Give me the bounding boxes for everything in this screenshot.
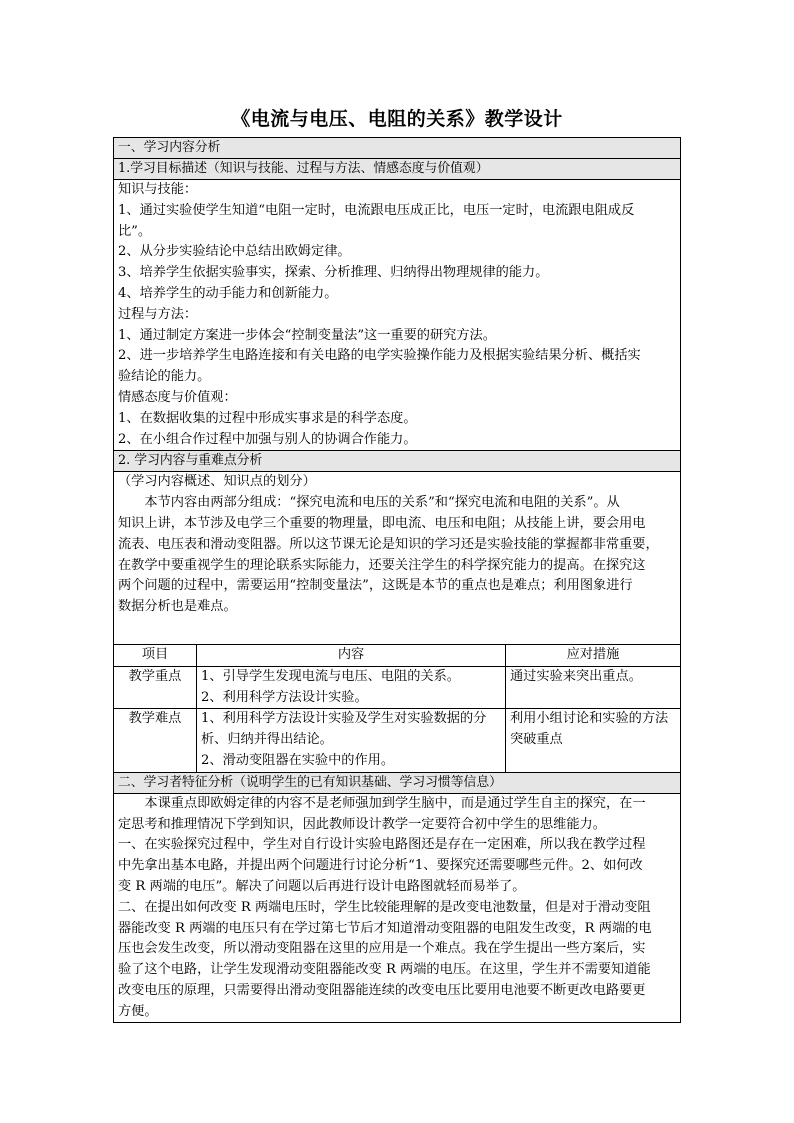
key-points-body [114, 472, 680, 644]
row-item: 教学难点 [114, 709, 197, 772]
subsection-header-key-points: 2. 学习内容与重难点分析 [114, 450, 680, 472]
text-line: 定思考和推理情况下学到知识，因此教师设计教学一定要符合初中学生的思维能力。 [118, 816, 606, 832]
lesson-plan-table [113, 137, 681, 1023]
text-line: 2、利用科学方法设计实验。 [201, 689, 368, 705]
text-line: 比”。 [118, 223, 152, 239]
text-line: 2、在小组合作过程中加强与别人的协调合作能力。 [118, 431, 417, 447]
text-line: 两个问题的过程中，需要运用“控制变量法”，这既是本节的重点也是难点；利用图象进行 [118, 578, 633, 594]
text-line: 1、通过实验使学生知道“电阻一定时，电流跟电压成正比，电压一定时，电流跟电阻成反 [118, 202, 635, 218]
text-line: 知识上讲，本节涉及电学三个重要的物理量，即电流、电压和电阻；从技能上讲，要会用电 [118, 515, 646, 531]
text-line: 中先拿出基本电路，并提出两个问题进行讨论分析“1、要探究还需要哪些元件。2、如何改 [118, 858, 643, 874]
text-line: 验结论的能力。 [118, 369, 211, 385]
text-line: 1、引导学生发现电流与电压、电阻的关系。 [201, 668, 460, 684]
text-line: 过程与方法： [118, 306, 198, 322]
table-row [114, 709, 680, 772]
text-line: 改变电压的原理，只需要得出滑动变阻器能连续的改变电压比要用电池要不断更改电路要更 [118, 982, 646, 998]
objectives-body [114, 180, 680, 450]
column-header-content: 内容 [197, 644, 506, 666]
row-measures: 利用小组讨论和实验的方法突破重点 [506, 709, 681, 772]
text-line: 数据分析也是难点。 [118, 599, 237, 615]
table-header-row [114, 644, 680, 666]
text-line: 2、从分步实验结论中总结出欧姆定律。 [118, 244, 351, 260]
row-measures: 通过实验来突出重点。 [506, 666, 681, 709]
text-line: 1、通过制定方案进一步体会“控制变量法”这一重要的研究方法。 [118, 327, 496, 343]
text-line: 2、滑动变阻器在实验中的作用。 [201, 752, 395, 768]
key-difficult-points-table [114, 644, 680, 772]
text-line: 方便。 [118, 1003, 158, 1019]
column-header-item: 项目 [114, 644, 197, 666]
text-line: 1、利用科学方法设计实验及学生对实验数据的分 [201, 711, 487, 727]
text-line: 二、在提出如何改变 R 两端电压时，学生比较能理解的是改变电池数量，但是对于滑动变阻 [118, 899, 651, 915]
text-line: 压也会发生改变，所以滑动变阻器在这里的应用是一个难点。我在学生提出一些方案后，实 [118, 941, 646, 957]
text-line: 2、进一步培养学生电路连接和有关电路的电学实验操作能力及根据实验结果分析、概括实 [118, 348, 641, 364]
table-row [114, 666, 680, 709]
row-content [197, 709, 506, 772]
text-line: 3、培养学生依据实验事实，探索、分析推理、归纳得出物理规律的能力。 [118, 265, 549, 281]
row-item: 教学重点 [114, 666, 197, 709]
text-line: 知识与技能： [118, 182, 198, 197]
subsection-header-objectives: 1.学习目标描述（知识与技能、过程与方法、情感态度与价值观） [114, 159, 680, 180]
spacer [118, 618, 676, 644]
text-line: 流表、电压表和滑动变阻器。所以这节课无论是知识的学习还是实验技能的掌握都非常重要， [118, 536, 659, 552]
section-header-learner-analysis: 二、学习者特征分析（说明学生的已有知识基础、学习习惯等信息） [114, 772, 680, 794]
text-line: 器能改变 R 两端的电压只有在学过第七节后才知道滑动变阻器的电阻发生改变，R 两端的电 [118, 920, 652, 936]
section-header-content-analysis: 一、学习内容分析 [114, 138, 680, 159]
page-title: 《电流与电压、电阻的关系》教学设计 [231, 108, 563, 130]
column-header-measures: 应对措施 [506, 644, 681, 666]
text-line: 验了这个电路，让学生发现滑动变阻器能改变 R 两端的电压。在这里，学生并不需要知道能 [118, 962, 651, 978]
text-line: 本节内容由两部分组成：“探究电流和电压的关系”和“探究电流和电阻的关系”。从 [144, 495, 620, 511]
row-content [197, 666, 506, 709]
text-line: （学习内容概述、知识点的划分） [118, 474, 316, 490]
text-line: 在教学中要重视学生的理论联系实际能力，还要关注学生的科学探究能力的提高。在探究这 [118, 557, 646, 573]
text-line: 1、在数据收集的过程中形成实事求是的科学态度。 [118, 410, 417, 426]
text-line: 一、在实验探究过程中，学生对自行设计实验电路图还是存在一定困难，所以我在教学过程 [118, 837, 646, 853]
text-line: 4、培养学生的动手能力和创新能力。 [118, 285, 338, 301]
text-line: 本课重点即欧姆定律的内容不是老师强加到学生脑中，而是通过学生自主的探究，在一 [144, 795, 646, 811]
text-line: 变 R 两端的电压”。解决了问题以后再进行设计电路图就轻而易举了。 [118, 878, 526, 894]
learner-analysis-body [114, 794, 680, 1023]
text-line: 析、归纳并得出结论。 [201, 732, 333, 748]
text-line: 情感态度与价值观： [118, 389, 237, 405]
